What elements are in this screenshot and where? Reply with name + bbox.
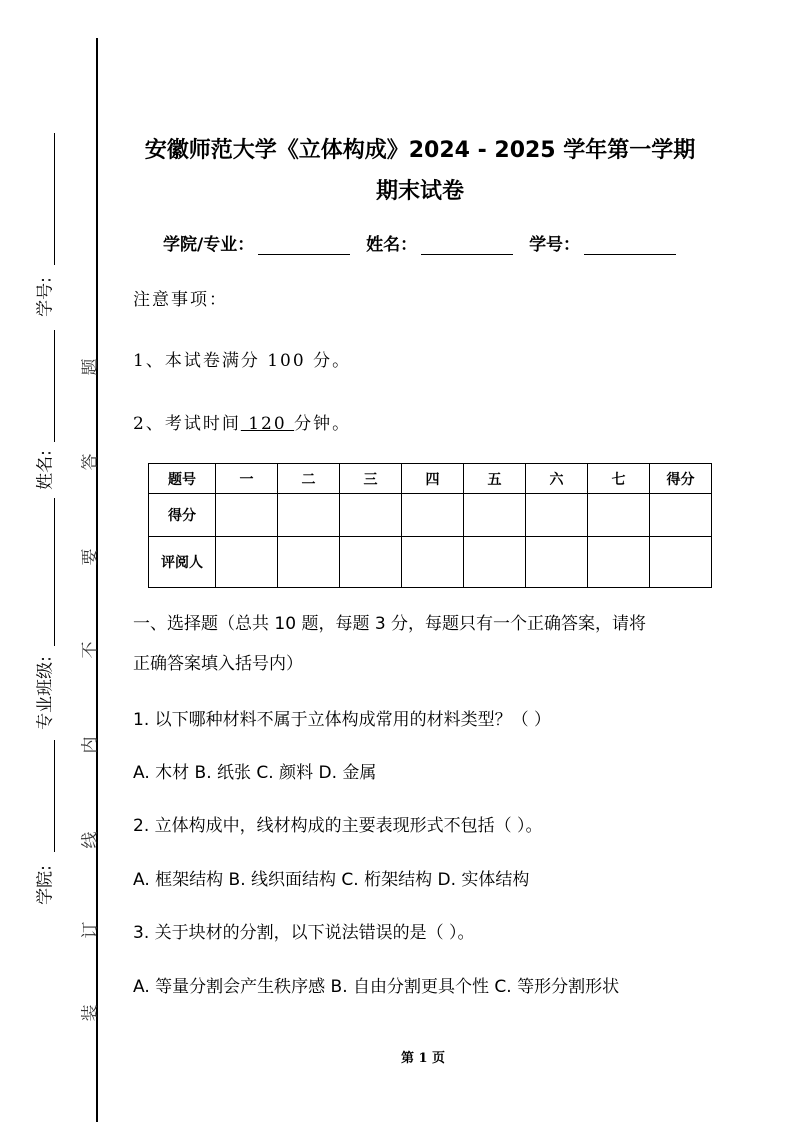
grader-cell[interactable] — [526, 537, 588, 588]
college-major-field[interactable] — [258, 236, 350, 255]
name-field[interactable] — [421, 236, 513, 255]
score-cell[interactable] — [588, 494, 650, 537]
grader-cell[interactable] — [464, 537, 526, 588]
score-cell[interactable] — [526, 494, 588, 537]
table-row — [149, 494, 712, 537]
table-header-cell: 七 — [588, 464, 650, 494]
grader-cell[interactable] — [216, 537, 278, 588]
margin-student-id-label: 学号: — [35, 277, 56, 317]
exam-duration-value: 120 — [240, 414, 295, 434]
margin-name-label: 姓名: — [35, 450, 56, 490]
table-row — [149, 537, 712, 588]
margin-warning-char: 要 — [80, 548, 101, 566]
exam-subtitle: 期末试卷 — [375, 179, 464, 204]
table-header-cell: 二 — [278, 464, 340, 494]
margin-class-label: 专业班级: — [35, 656, 56, 730]
name-label: 姓名： — [366, 235, 418, 255]
student-id-field[interactable] — [584, 236, 676, 255]
table-header-cell: 四 — [402, 464, 464, 494]
score-cell[interactable] — [402, 494, 464, 537]
grader-cell[interactable] — [402, 537, 464, 588]
margin-warning-char: 线 — [80, 831, 101, 849]
section-heading-line2: 正确答案填入括号内） — [133, 654, 303, 674]
note-item-2-prefix: 2、考试时间 — [133, 414, 241, 434]
score-cell[interactable] — [464, 494, 526, 537]
margin-warning-char: 订 — [80, 921, 101, 939]
margin-warning-char: 答 — [80, 453, 101, 471]
question-3-stem: 3. 关于块材的分割，以下说法错误的是（ ）。 — [133, 923, 475, 943]
table-header-cell: 六 — [526, 464, 588, 494]
margin-warning-char: 装 — [80, 1004, 101, 1022]
note-item-1: 1、本试卷满分 100 分。 — [133, 351, 352, 371]
class-blank-line — [54, 498, 55, 646]
margin-warning-char: 题 — [80, 358, 101, 376]
question-1-options: A. 木材 B. 纸张 C. 颜料 D. 金属 — [133, 763, 377, 783]
margin-warning-char: 不 — [80, 641, 101, 659]
notes-heading: 注意事项： — [133, 290, 228, 310]
score-cell[interactable] — [216, 494, 278, 537]
margin-college-label: 学院: — [35, 865, 56, 905]
grader-cell[interactable] — [588, 537, 650, 588]
section-heading-line1: 一、选择题（总共 10 题，每题 3 分，每题只有一个正确答案，请将 — [133, 614, 647, 634]
question-2-stem: 2. 立体构成中，线材构成的主要表现形式不包括（ ）。 — [133, 816, 543, 836]
row-label: 得分 — [149, 494, 216, 537]
margin-warning-char: 内 — [80, 736, 101, 754]
table-header-cell: 得分 — [650, 464, 712, 494]
college-major-label: 学院/专业： — [163, 235, 255, 255]
student-info-row — [163, 230, 686, 255]
note-item-2 — [133, 409, 351, 434]
table-header-row — [149, 464, 712, 494]
score-cell[interactable] — [650, 494, 712, 537]
table-header-cell: 三 — [340, 464, 402, 494]
student-id-label: 学号： — [529, 235, 581, 255]
question-1-stem: 1. 以下哪种材料不属于立体构成常用的材料类型？（ ） — [133, 710, 552, 730]
question-3-options: A. 等量分割会产生秩序感 B. 自由分割更具个性 C. 等形分割形状 — [133, 977, 620, 997]
table-header-cell: 题号 — [149, 464, 216, 494]
page-number: 第 1 页 — [400, 1051, 446, 1066]
row-label: 评阅人 — [149, 537, 216, 588]
exam-title: 安徽师范大学《立体构成》2024 - 2025 学年第一学期 — [144, 138, 696, 163]
note-item-2-suffix: 分钟。 — [294, 414, 352, 434]
name-blank-line — [54, 330, 55, 442]
grader-cell[interactable] — [650, 537, 712, 588]
score-table — [148, 463, 712, 588]
question-2-options: A. 框架结构 B. 线织面结构 C. 桁架结构 D. 实体结构 — [133, 870, 530, 890]
score-cell[interactable] — [340, 494, 402, 537]
table-header-cell: 一 — [216, 464, 278, 494]
grader-cell[interactable] — [278, 537, 340, 588]
grader-cell[interactable] — [340, 537, 402, 588]
score-cell[interactable] — [278, 494, 340, 537]
college-blank-line — [54, 740, 55, 852]
table-header-cell: 五 — [464, 464, 526, 494]
